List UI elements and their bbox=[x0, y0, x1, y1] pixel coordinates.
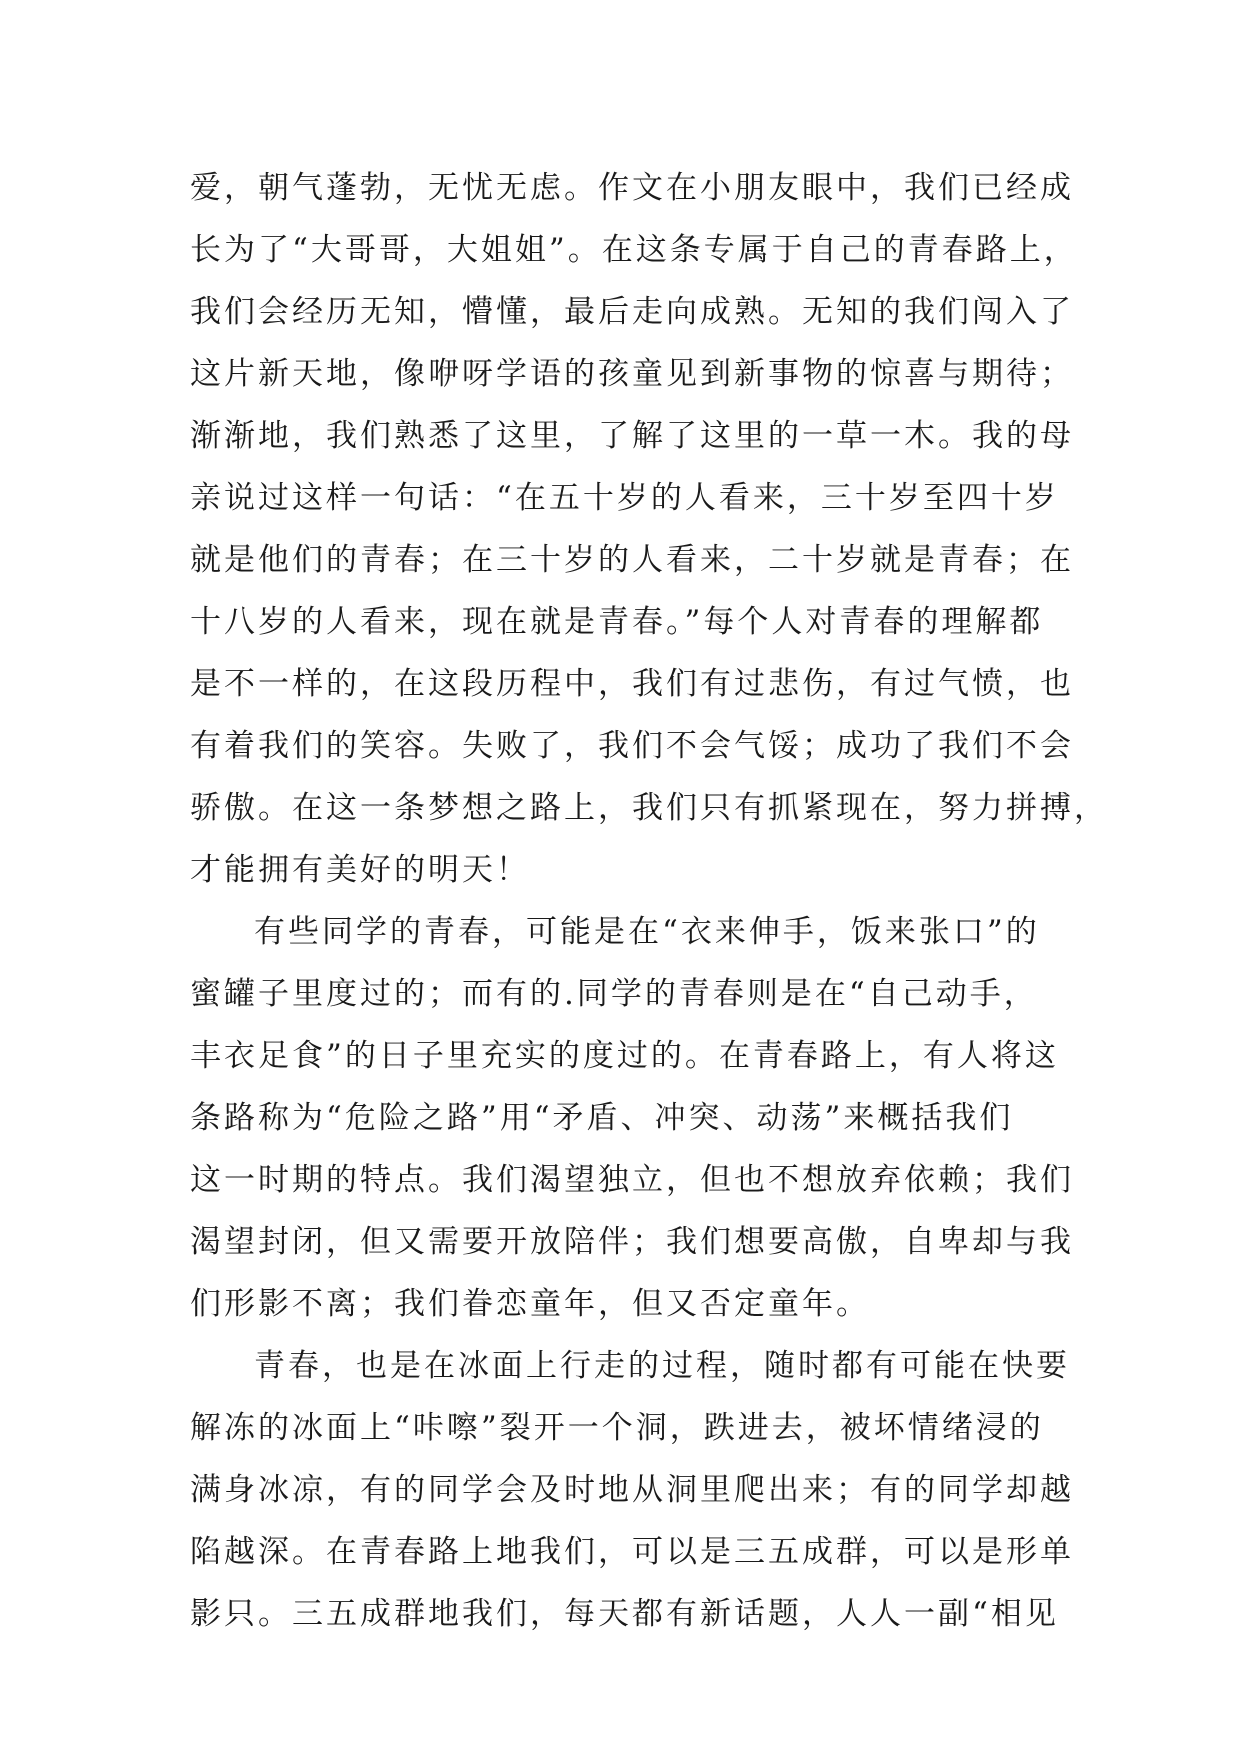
text-line: 满身冰凉，有的同学会及时地从洞里爬出来；有的同学却越 bbox=[190, 1472, 1074, 1508]
text-line: 渴望封闭，但又需要开放陪伴；我们想要高傲，自卑却与我 bbox=[190, 1224, 1074, 1260]
text-line-first: 有些同学的青春，可能是在“衣来伸手，饭来张口”的 bbox=[254, 914, 1040, 950]
text-line: 丰衣足食”的日子里充实的度过的。在青春路上，有人将这 bbox=[190, 1038, 1059, 1074]
text-line: 陷越深。在青春路上地我们，可以是三五成群，可以是形单 bbox=[190, 1534, 1074, 1570]
text-line: 长为了“大哥哥，大姐姐”。在这条专属于自己的青春路上， bbox=[190, 232, 1078, 268]
text-line: 解冻的冰面上“咔嚓”裂开一个洞，跌进去，被坏情绪浸的 bbox=[190, 1410, 1044, 1446]
text-line: 爱，朝气蓬勃，无忧无虑。作文在小朋友眼中，我们已经成 bbox=[190, 170, 1074, 206]
text-line: 十八岁的人看来，现在就是青春。”每个人对青春的理解都 bbox=[190, 604, 1044, 640]
text-line: 们形影不离；我们眷恋童年，但又否定童年。 bbox=[190, 1286, 870, 1322]
paragraph-1 bbox=[190, 157, 1108, 901]
text-line: 条路称为“危险之路”用“矛盾、冲突、动荡”来概括我们 bbox=[190, 1100, 1014, 1136]
text-line: 这一时期的特点。我们渴望独立，但也不想放弃依赖；我们 bbox=[190, 1162, 1074, 1198]
text-line: 亲说过这样一句话：“在五十岁的人看来，三十岁至四十岁 bbox=[190, 480, 1059, 516]
text-line: 才能拥有美好的明天！ bbox=[190, 852, 530, 888]
text-line: 渐渐地，我们熟悉了这里，了解了这里的一草一木。我的母 bbox=[190, 418, 1074, 454]
body-text bbox=[190, 157, 1108, 1645]
text-line: 这片新天地，像咿呀学语的孩童见到新事物的惊喜与期待； bbox=[190, 356, 1074, 392]
text-line: 我们会经历无知，懵懂，最后走向成熟。无知的我们闯入了 bbox=[190, 294, 1074, 330]
paragraph-3 bbox=[190, 1335, 1074, 1645]
text-line: 骄傲。在这一条梦想之路上，我们只有抓紧现在，努力拼搏， bbox=[190, 790, 1108, 826]
text-line-first: 青春，也是在冰面上行走的过程，随时都有可能在快要 bbox=[254, 1348, 1070, 1384]
text-line: 是不一样的，在这段历程中，我们有过悲伤，有过气愤，也 bbox=[190, 666, 1074, 702]
text-line: 蜜罐子里度过的；而有的.同学的青春则是在“自己动手， bbox=[190, 976, 1038, 1012]
text-line: 就是他们的青春；在三十岁的人看来，二十岁就是青春；在 bbox=[190, 542, 1074, 578]
text-line: 影只。三五成群地我们，每天都有新话题，人人一副“相见 bbox=[190, 1596, 1059, 1632]
text-line: 有着我们的笑容。失败了，我们不会气馁；成功了我们不会 bbox=[190, 728, 1074, 764]
paragraph-2 bbox=[190, 901, 1074, 1335]
